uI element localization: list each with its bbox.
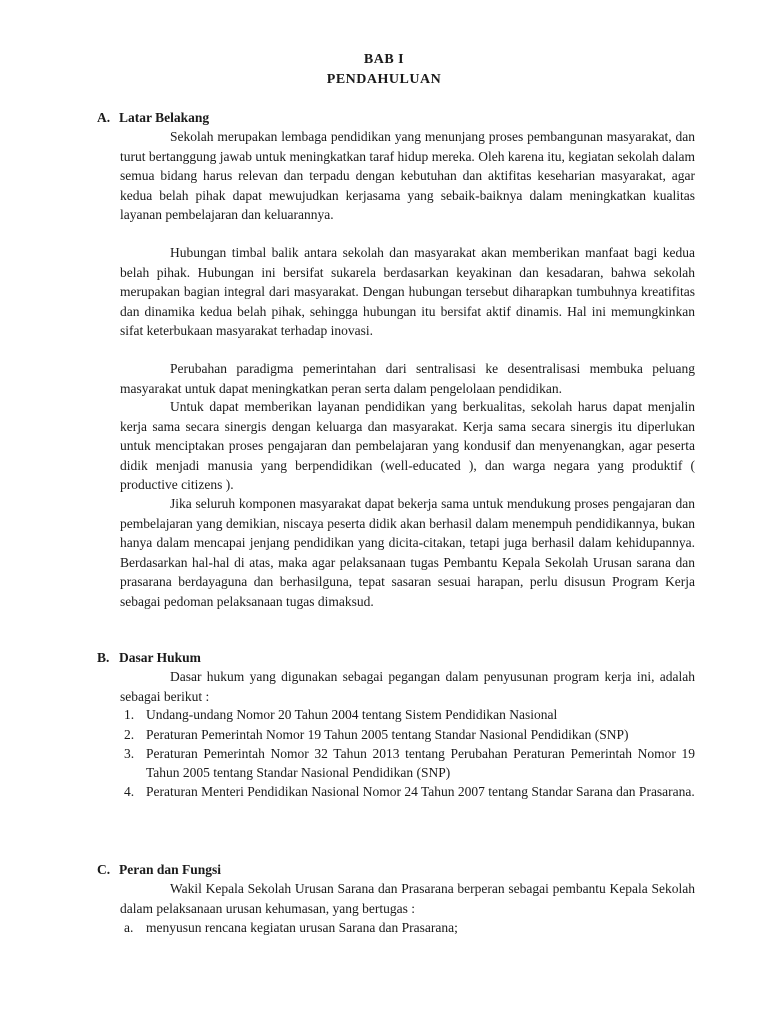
list-item — [120, 919, 695, 938]
section-b-letter: B. — [97, 650, 110, 665]
section-a-paragraph-1: Sekolah merupakan lembaga pendidikan yang menunjang proses pembangunan masyarakat, dan turut bertanggung jawab untuk meningkatkan taraf hidup mereka. Oleh karena itu, kegiatan sekolah dalam semua bidang harus relevan dan terpadu dengan kebutuhan dan aktifitas keseharian masyarakat, agar kedua belah pihak dapat mewujudkan kerjasama yang sebaik-baiknya dalam meningkatkan kualitas layanan pembelajaran dan keluarannya. — [120, 129, 695, 222]
section-c-letter: C. — [97, 862, 111, 877]
list-item-text: Peraturan Menteri Pendidikan Nasional Nomor 24 Tahun 2007 tentang Standar Sarana dan Prasarana. — [146, 784, 695, 799]
list-item — [120, 726, 695, 745]
section-a-heading — [97, 110, 209, 126]
list-item-text: Undang-undang Nomor 20 Tahun 2004 tentang Sistem Pendidikan Nasional — [146, 707, 558, 722]
list-item-text: Peraturan Pemerintah Nomor 32 Tahun 2013 tentang Perubahan Peraturan Pemerintah Nomor 19 Tahun 2005 tentang Standar Nasional Pendidikan (SNP) — [146, 746, 695, 780]
list-item — [120, 706, 695, 725]
section-a-paragraph-3: Perubahan paradigma pemerintahan dari sentralisasi ke desentralisasi membuka peluang masyarakat untuk dapat meningkatkan peran serta dalam pengelolaan pendidikan. — [120, 361, 695, 396]
section-b-title: Dasar Hukum — [119, 650, 201, 665]
section-a-paragraph-2: Hubungan timbal balik antara sekolah dan masyarakat akan memberikan manfaat bagi kedua belah pihak. Hubungan ini bersifat sukarela berdasarkan keyakinan dan kesadaran, bahwa sekolah merupakan bagian integral dari masyarakat. Dengan hubungan tersebut diharapkan tumbuhnya kreatifitas dan dinamika kedua belah pihak, sehingga hubungan itu bersifat aktif dinamis. Hal ini memungkinkan sifat keterbukaan masyarakat terhadap inovasi. — [120, 245, 695, 338]
list-item-letter: a. — [124, 920, 134, 935]
section-c-heading — [97, 862, 221, 878]
duties-list — [120, 919, 695, 938]
list-item-text: Peraturan Pemerintah Nomor 19 Tahun 2005 tentang Standar Nasional Pendidikan (SNP) — [146, 726, 629, 742]
list-item — [120, 745, 695, 782]
section-a-paragraph-5: Jika seluruh komponen masyarakat dapat bekerja sama untuk mendukung proses pengajaran dan pembelajaran yang demikian, niscaya peserta didik akan berhasil dalam menempuh pendidikannya, bukan hanya dalam mencapai jenjang pendidikan yang dicita-citakan, tetapi juga berhasil dalam kehidupannya. Berdasarkan hal-hal di atas, maka agar pelaksanaan tugas Pembantu Kepala Sekolah Urusan sarana dan prasarana berdayaguna dan berhasilguna, tepat sasaran sesuai harapan, perlu disusun Program Kerja sebagai pedoman pelaksanaan tugas dimaksud. — [120, 496, 695, 609]
section-b-intro: Dasar hukum yang digunakan sebagai pegangan dalam penyusunan program kerja ini, adalah sebagai berikut : — [120, 669, 695, 704]
section-b-heading — [97, 650, 201, 666]
chapter-title: PENDAHULUAN — [326, 72, 442, 87]
chapter-number: BAB I — [363, 52, 405, 67]
section-a-letter: A. — [97, 110, 111, 125]
list-item-number: 3. — [124, 746, 135, 761]
section-c-title: Peran dan Fungsi — [119, 862, 222, 877]
list-item-number: 1. — [124, 707, 135, 722]
list-item-number: 4. — [124, 784, 135, 799]
list-item-text: menyusun rencana kegiatan urusan Sarana dan Prasarana; — [146, 920, 458, 935]
legal-basis-list — [120, 706, 695, 802]
list-item — [120, 783, 695, 802]
section-a-paragraph-4: Untuk dapat memberikan layanan pendidikan yang berkualitas, sekolah harus dapat menjalin kerja sama secara sinergis dengan keluarga dan masyarakat. Kerja sama secara sinergis itu diperlukan untuk menciptakan proses pengajaran dan pembelajaran yang kondusif dan menyenangkan, agar peserta didik menjadi manusia yang berpendidikan (well-educated ), dan warga negara yang produktif ( productive citizens ). — [120, 399, 695, 492]
section-c-intro: Wakil Kepala Sekolah Urusan Sarana dan Prasarana berperan sebagai pembantu Kepala Sekolah dalam pelaksanaan urusan kehumasan, yang bertugas : — [120, 881, 695, 916]
list-item-number: 2. — [124, 726, 135, 742]
section-a-title: Latar Belakang — [119, 110, 210, 125]
